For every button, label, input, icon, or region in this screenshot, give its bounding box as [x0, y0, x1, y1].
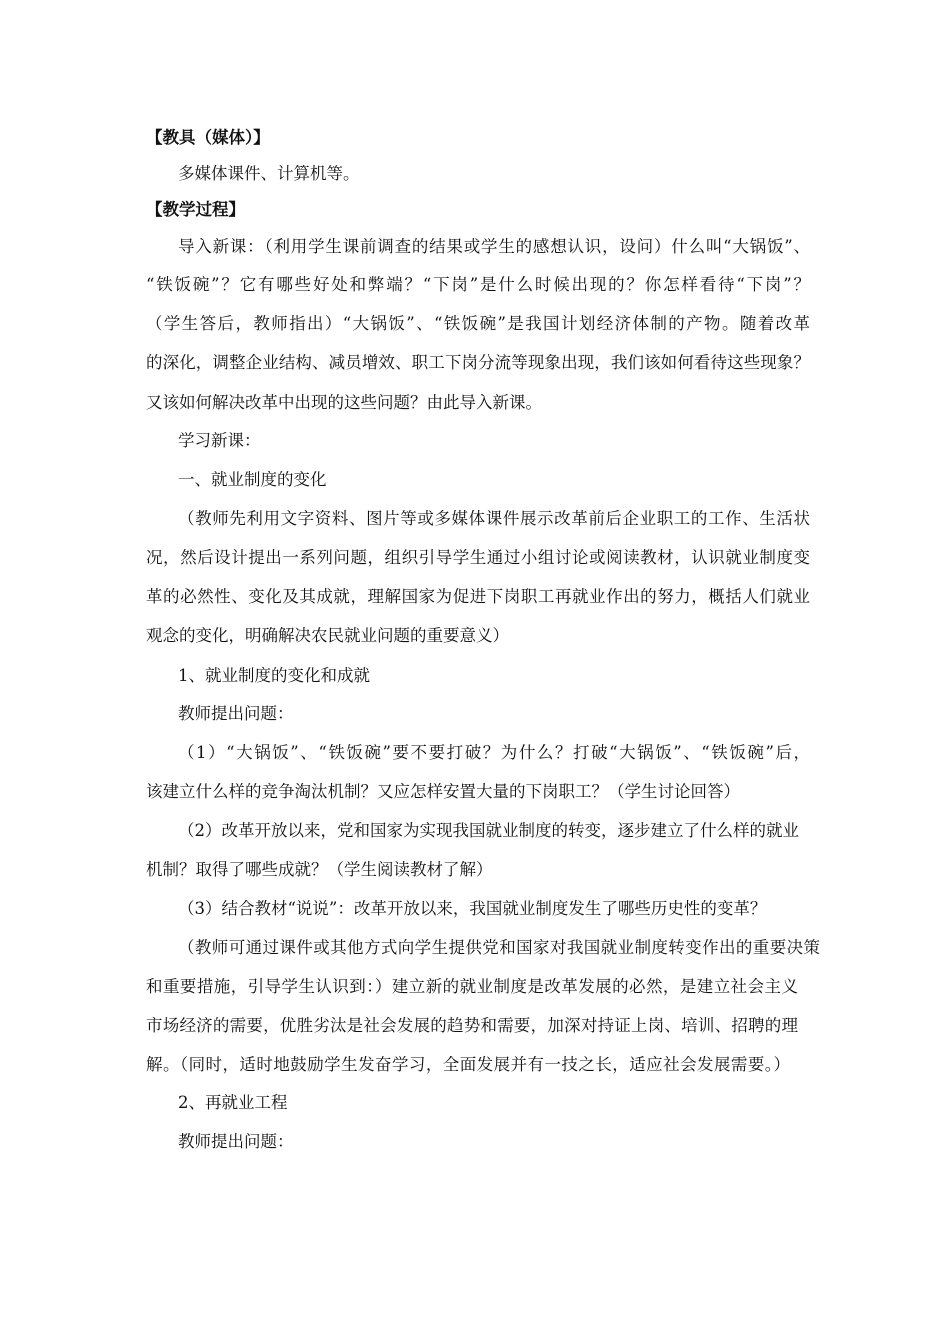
question-line: （2）改革开放以来，党和国家为实现我国就业制度的转变，逐步建立了什么样的就业 — [178, 821, 799, 840]
media-body: 多媒体课件、计算机等。 — [178, 164, 360, 183]
paragraph-line: （学生答后，教师指出）“大锅饭”、“铁饭碗”是我国计划经济体制的产物。随着改革 — [146, 314, 810, 333]
question-line: （3）结合教材“说说”：改革开放以来，我国就业制度发生了哪些历史性的变革？ — [178, 899, 767, 918]
paragraph-line: 教师提出问题： — [178, 704, 294, 723]
question-line: （1）“大锅饭”、“铁饭碗”要不要打破？为什么？打破“大锅饭”、“铁饭碗”后， — [178, 743, 810, 762]
media-heading: 【教具（媒体）】 — [146, 128, 270, 147]
paragraph-line: 解。（同时，适时地鼓励学生发奋学习，全面发展并有一技之长，适应社会发展需要。） — [146, 1055, 790, 1074]
question-line: 该建立什么样的竞争淘汰机制？又应怎样安置大量的下岗职工？（学生讨论回答） — [146, 782, 740, 801]
paragraph-line: 市场经济的需要，优胜劣汰是社会发展的趋势和需要，加深对持证上岗、培训、招聘的理 — [146, 1016, 798, 1035]
paragraph-line: 革的必然性、变化及其成就，理解国家为促进下岗职工再就业作出的努力，概括人们就业 — [146, 587, 810, 606]
paragraph-line: （教师可通过课件或其他方式向学生提供党和国家对我国就业制度转变作出的重要决策 — [178, 938, 820, 957]
question-line: 机制？取得了哪些成就？（学生阅读教材了解） — [146, 860, 493, 879]
subsection-title: 1、就业制度的变化和成就 — [178, 666, 370, 685]
paragraph-line: 观念的变化，明确解决农民就业问题的重要意义） — [146, 626, 509, 645]
paragraph-line: “铁饭碗”？它有哪些好处和弊端？“下岗”是什么时候出现的？你怎样看待“下岗”？ — [146, 275, 810, 294]
paragraph-line: 和重要措施，引导学生认识到：）建立新的就业制度是改革发展的必然，是建立社会主义 — [146, 977, 798, 996]
paragraph-line: 导入新课：（利用学生课前调查的结果或学生的感想认识，设问）什么叫“大锅饭”、 — [178, 237, 810, 256]
paragraph-line: 况，然后设计提出一系列问题，组织引导学生通过小组讨论或阅读教材，认识就业制度变 — [146, 548, 810, 567]
paragraph-line: 又该如何解决改革中出现的这些问题？由此导入新课。 — [146, 393, 542, 412]
paragraph-line: 教师提出问题： — [178, 1132, 294, 1151]
paragraph-line: 的深化，调整企业结构、减员增效、职工下岗分流等现象出现，我们该如何看待这些现象？ — [146, 353, 810, 372]
process-heading: 【教学过程】 — [146, 200, 245, 219]
section-label: 学习新课： — [178, 431, 261, 450]
section-title: 一、就业制度的变化 — [178, 470, 327, 489]
paragraph-line: （教师先利用文字资料、图片等或多媒体课件展示改革前后企业职工的工作、生活状 — [178, 509, 810, 528]
subsection-title: 2、再就业工程 — [178, 1093, 288, 1112]
